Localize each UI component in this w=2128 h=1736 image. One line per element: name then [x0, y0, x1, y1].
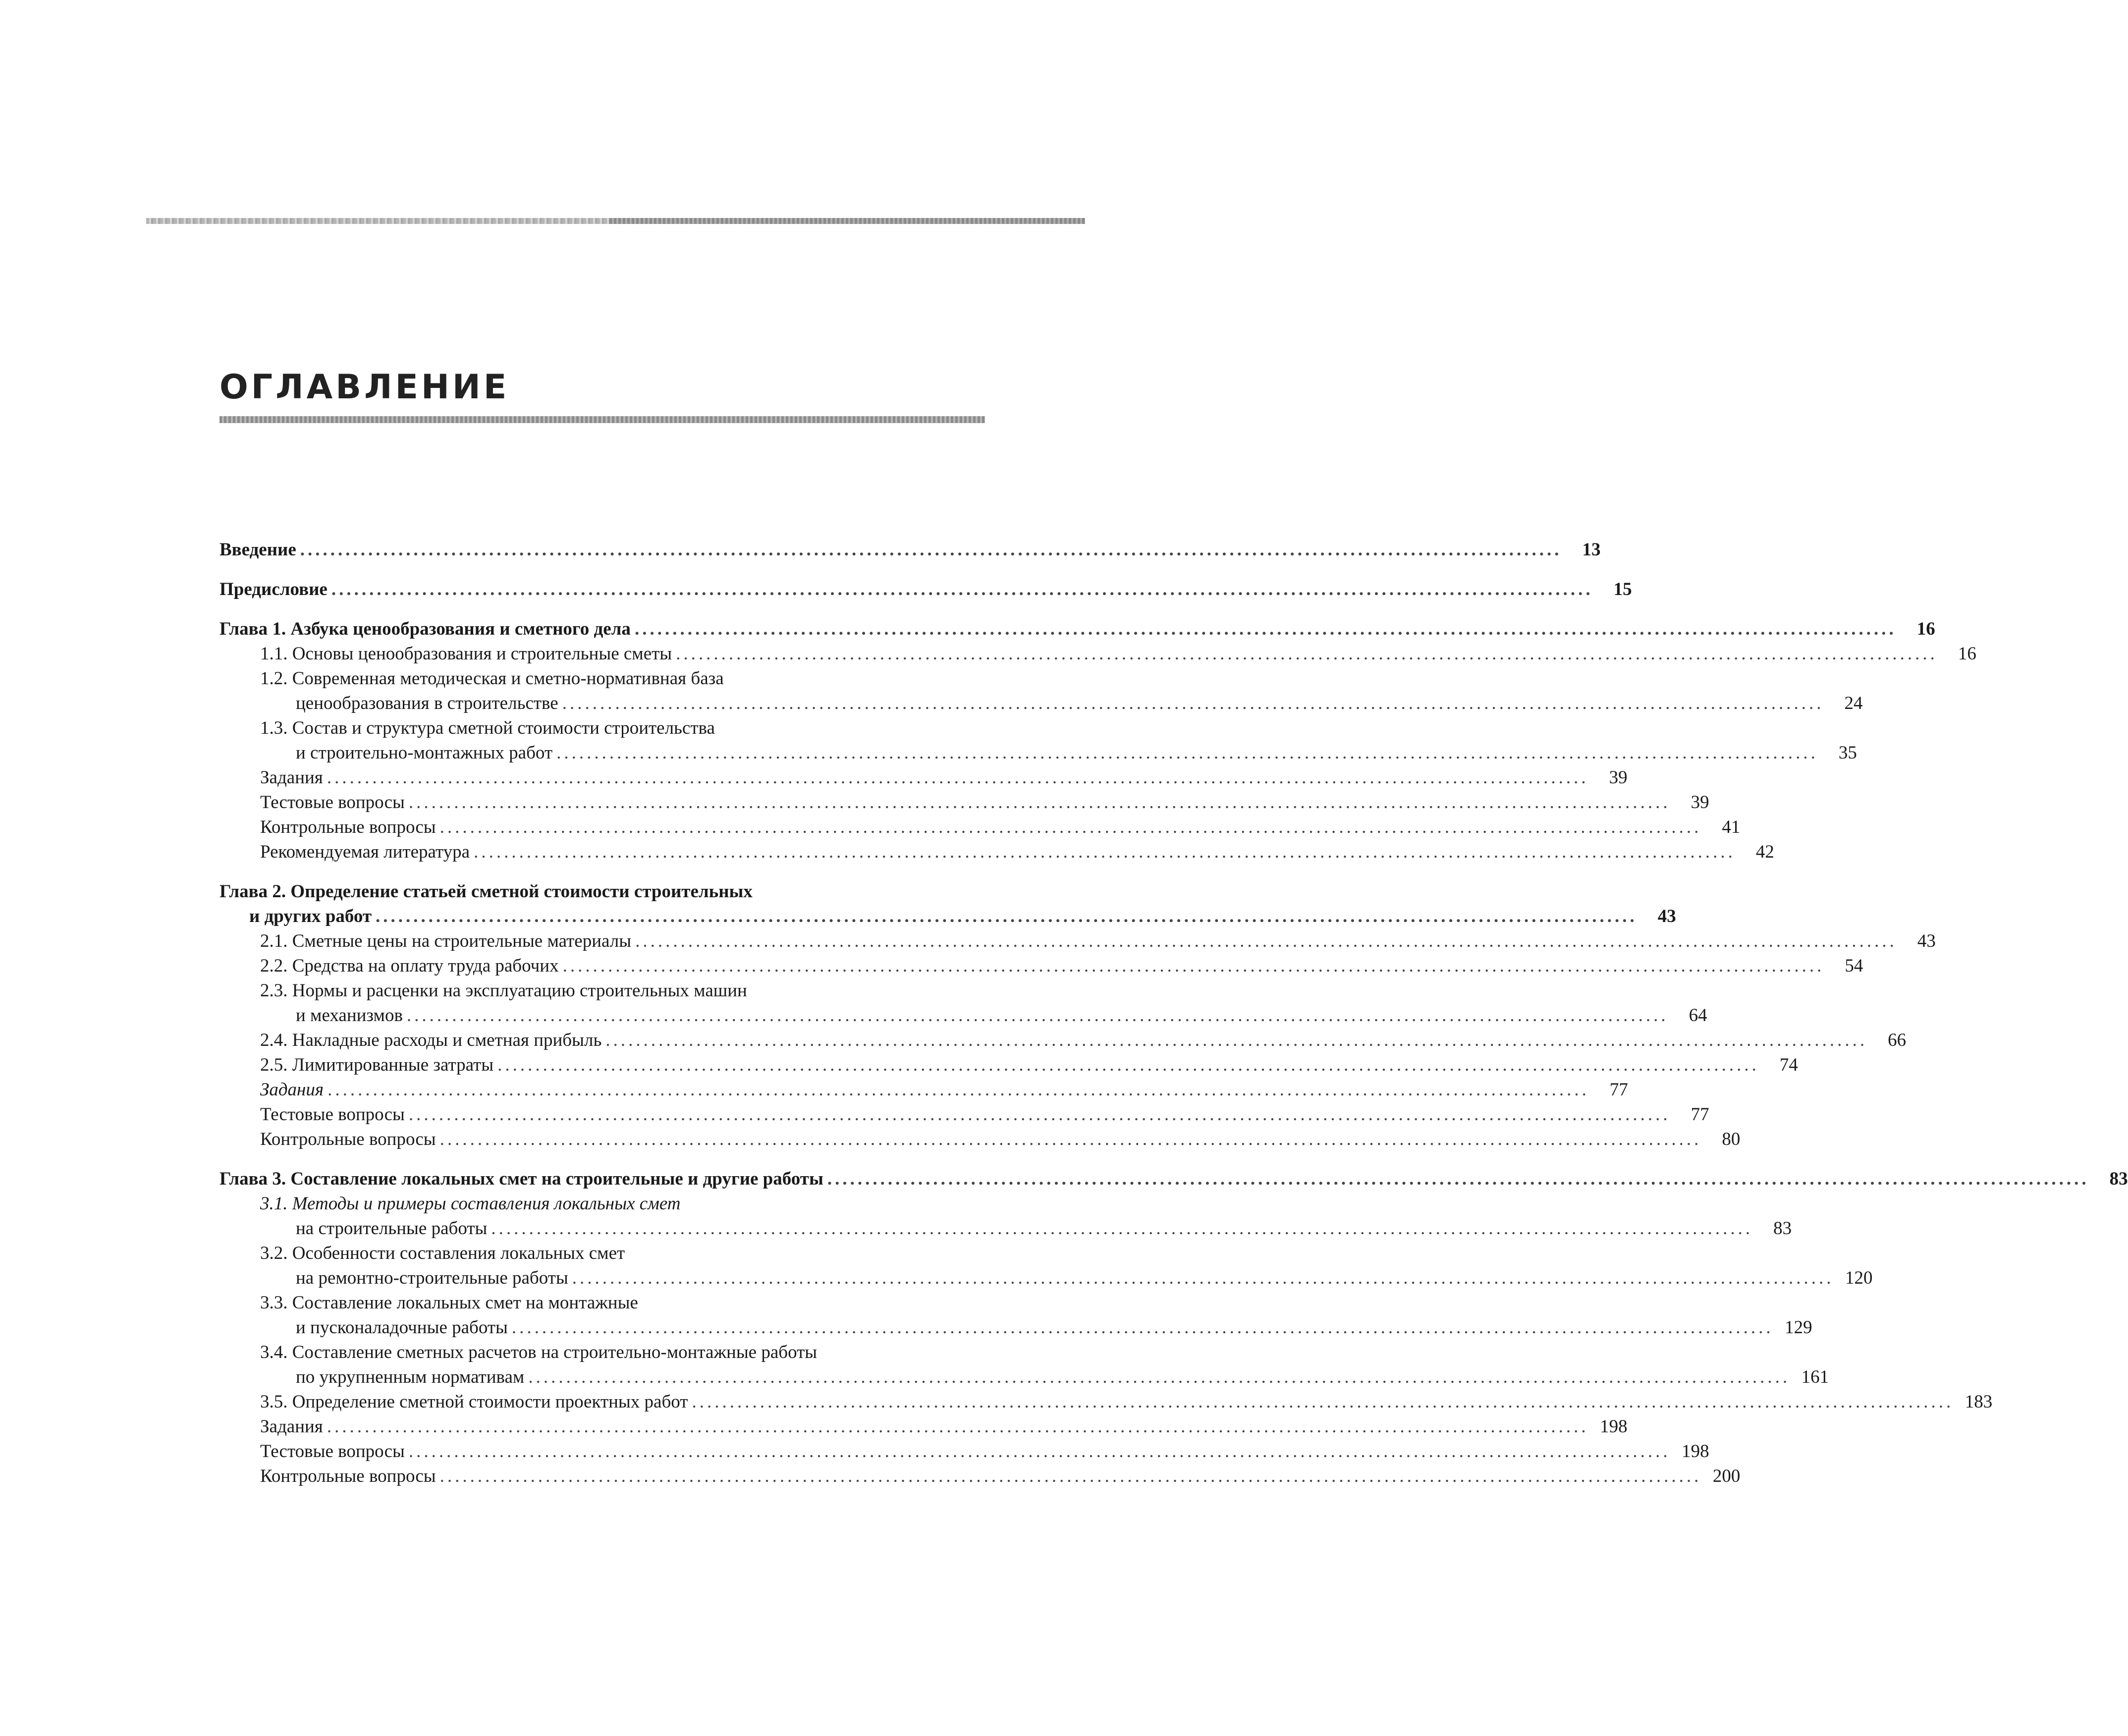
- toc-page-number: 198: [1600, 1416, 1628, 1437]
- leader-dots: .......................................................................................................................................................................: [327, 1416, 1589, 1437]
- leader-dots: .......................................................................................................................................................................: [562, 693, 1824, 713]
- toc-page-number: 16: [1958, 644, 1976, 664]
- toc-page-number: 54: [1845, 956, 1863, 976]
- toc-entry-label: Задания: [260, 767, 323, 788]
- toc-entry-label: и пусконаладочные работы: [296, 1317, 508, 1338]
- toc-entry-3-tests[interactable]: [219, 1439, 1709, 1464]
- toc-page-number: 161: [1801, 1367, 1829, 1387]
- toc-entry-label: Контрольные вопросы: [260, 817, 436, 837]
- toc-entry-label: 1.1. Основы ценообразования и строительные сметы: [260, 644, 672, 664]
- toc-entry-label: 2.2. Средства на оплату труда рабочих: [260, 956, 559, 976]
- toc-page-number: 39: [1691, 792, 1709, 813]
- toc-entry-first-line: 3.4. Составление сметных расчетов на строительно-монтажные работы: [260, 1342, 818, 1362]
- toc-entry-3-2[interactable]: [219, 1241, 1873, 1291]
- leader-dots: .......................................................................................................................................................................: [511, 1317, 1774, 1338]
- toc-entry-label: Контрольные вопросы: [260, 1129, 436, 1149]
- toc-entry-first-line: Глава 2. Определение статьей сметной стоимости строительных: [219, 881, 753, 902]
- toc-entry-chapter-2[interactable]: [219, 879, 1676, 929]
- toc-entry-preface[interactable]: [219, 577, 1632, 602]
- leader-dots: .......................................................................................................................................................................: [572, 1268, 1834, 1288]
- leader-dots: .......................................................................................................................................................................: [497, 1055, 1759, 1075]
- leader-dots: .......................................................................................................................................................................: [692, 1392, 1954, 1412]
- leader-dots: .......................................................................................................................................................................: [634, 619, 1897, 639]
- leader-dots: .......................................................................................................................................................................: [408, 1104, 1671, 1125]
- toc-entry-first-line: 1.3. Состав и структура сметной стоимости строительства: [260, 718, 715, 738]
- toc-entry-first-line: 3.1. Методы и примеры составления локальных смет: [260, 1194, 681, 1214]
- toc-page-number: 64: [1689, 1005, 1707, 1026]
- toc-entry-2-control[interactable]: [219, 1127, 1741, 1152]
- leader-dots: .......................................................................................................................................................................: [327, 767, 1589, 788]
- toc-entry-2-3[interactable]: [219, 978, 1707, 1028]
- toc-entry-label: Глава 1. Азбука ценообразования и сметного дела: [219, 619, 631, 639]
- leader-dots: .......................................................................................................................................................................: [474, 842, 1736, 862]
- leader-dots: .......................................................................................................................................................................: [408, 792, 1671, 813]
- toc-entry-label: по укрупненным нормативам: [296, 1367, 525, 1387]
- toc-entry-1-3[interactable]: [219, 716, 1857, 765]
- toc-entry-label: и строительно-монтажных работ: [296, 743, 553, 763]
- toc-page-number: 80: [1722, 1129, 1741, 1149]
- toc-page-number: 198: [1682, 1441, 1709, 1462]
- toc-entry-2-tests[interactable]: [219, 1102, 1709, 1127]
- leader-dots: .......................................................................................................................................................................: [528, 1367, 1791, 1387]
- toc-page-number: 41: [1722, 817, 1741, 837]
- toc-entry-first-line: 1.2. Современная методическая и сметно-нормативная база: [260, 668, 724, 689]
- leader-dots: .......................................................................................................................................................................: [491, 1218, 1753, 1239]
- toc-page-number: 43: [1657, 906, 1676, 926]
- toc-page-number: 83: [1773, 1218, 1792, 1239]
- leader-dots: .......................................................................................................................................................................: [408, 1441, 1671, 1462]
- toc-entry-first-line: 2.3. Нормы и расценки на эксплуатацию строительных машин: [260, 980, 747, 1001]
- toc-entry-label: Введение: [219, 540, 296, 560]
- leader-dots: .......................................................................................................................................................................: [439, 1466, 1702, 1486]
- page-title: ОГЛАВЛЕНИЕ: [219, 368, 510, 407]
- toc-page-number: 183: [1964, 1392, 1993, 1412]
- toc-block-chapter-3: [219, 1167, 2128, 1489]
- leader-dots: .......................................................................................................................................................................: [556, 743, 1818, 763]
- toc-entry-label: Рекомендуемая литература: [260, 842, 470, 862]
- toc-page-number: 66: [1888, 1030, 1907, 1050]
- toc-entry-chapter-3[interactable]: [219, 1167, 2128, 1192]
- toc-entry-label: и механизмов: [296, 1005, 403, 1026]
- leader-dots: .......................................................................................................................................................................: [562, 956, 1825, 976]
- toc-entry-3-1[interactable]: [219, 1192, 1792, 1241]
- toc-page-number: 74: [1779, 1055, 1798, 1075]
- toc-page-number: 200: [1712, 1466, 1741, 1486]
- toc-page-number: 77: [1609, 1080, 1628, 1100]
- toc-entry-2-2[interactable]: [219, 954, 1863, 978]
- toc-page-number: 43: [1917, 931, 1936, 951]
- toc-entry-intro[interactable]: [219, 538, 1601, 562]
- toc-entry-first-line: 3.2. Особенности составления локальных смет: [260, 1243, 625, 1263]
- toc-entry-label: 2.5. Лимитированные затраты: [260, 1055, 494, 1075]
- leader-dots: .......................................................................................................................................................................: [827, 1169, 2089, 1189]
- toc-entry-first-line: 3.3. Составление локальных смет на монтажные: [260, 1293, 638, 1313]
- leader-dots: .......................................................................................................................................................................: [439, 817, 1702, 837]
- toc-entry-2-1[interactable]: [219, 929, 1936, 954]
- toc-entry-label: Глава 3. Составление локальных смет на строительные и другие работы: [219, 1169, 823, 1189]
- toc-page-number: 16: [1916, 619, 1935, 639]
- toc-block-chapter-2: [219, 879, 1936, 1152]
- leader-dots: .......................................................................................................................................................................: [300, 540, 1562, 560]
- toc-entry-3-control[interactable]: [219, 1464, 1741, 1489]
- toc-entry-label: Тестовые вопросы: [260, 792, 405, 813]
- toc-entry-3-4[interactable]: [219, 1340, 1829, 1390]
- toc-entry-chapter-1[interactable]: [219, 617, 1935, 642]
- top-decorative-rule: [146, 218, 1085, 224]
- leader-dots: .......................................................................................................................................................................: [327, 1080, 1589, 1100]
- leader-dots: .......................................................................................................................................................................: [605, 1030, 1868, 1050]
- leader-dots: .......................................................................................................................................................................: [376, 906, 1637, 926]
- toc-block-chapter-1: [219, 617, 1976, 865]
- toc-entry-label: 2.1. Сметные цены на строительные материалы: [260, 931, 632, 951]
- toc-entry-label: 2.4. Накладные расходы и сметная прибыль: [260, 1030, 602, 1050]
- toc-entry-label: на строительные работы: [296, 1218, 488, 1239]
- toc-entry-2-tasks[interactable]: [219, 1078, 1628, 1102]
- toc-entry-3-5[interactable]: [219, 1390, 1993, 1414]
- toc-entry-3-tasks[interactable]: [219, 1414, 1628, 1439]
- toc-entry-2-5[interactable]: [219, 1053, 1798, 1078]
- toc-entry-label: Тестовые вопросы: [260, 1104, 405, 1125]
- toc-entry-1-tests[interactable]: [219, 790, 1709, 815]
- toc-entry-label: Контрольные вопросы: [260, 1466, 436, 1486]
- toc-entry-1-control[interactable]: [219, 815, 1741, 840]
- toc-entry-2-4[interactable]: [219, 1028, 1907, 1053]
- leader-dots: .......................................................................................................................................................................: [331, 579, 1593, 599]
- toc-page-number: 83: [2109, 1169, 2128, 1189]
- toc-page-number: 129: [1785, 1317, 1812, 1338]
- leader-dots: .......................................................................................................................................................................: [635, 931, 1897, 951]
- table-of-contents: [219, 538, 2128, 1489]
- title-rule: [219, 416, 985, 423]
- toc-entry-label: и других работ: [249, 906, 372, 926]
- toc-entry-label: Тестовые вопросы: [260, 1441, 405, 1462]
- toc-entry-label: Задания: [260, 1080, 324, 1100]
- toc-entry-label: Предисловие: [219, 579, 327, 599]
- toc-block-intro: [219, 538, 1601, 562]
- toc-entry-1-1[interactable]: [219, 642, 1976, 666]
- toc-page-number: 13: [1582, 540, 1601, 560]
- toc-block-preface: [219, 577, 1632, 602]
- toc-page-number: 42: [1755, 842, 1774, 862]
- toc-page-number: 15: [1613, 579, 1632, 599]
- toc-page-number: 77: [1691, 1104, 1709, 1125]
- toc-entry-1-tasks[interactable]: [219, 765, 1628, 790]
- toc-entry-label: Задания: [260, 1416, 323, 1437]
- toc-entry-label: ценообразования в строительстве: [296, 693, 558, 713]
- toc-page-number: 39: [1609, 767, 1628, 788]
- toc-page-number: 120: [1845, 1268, 1873, 1288]
- toc-entry-3-3[interactable]: [219, 1291, 1812, 1340]
- toc-entry-label: на ремонтно-строительные работы: [296, 1268, 568, 1288]
- toc-page-number: 24: [1844, 693, 1863, 713]
- toc-entry-1-literature[interactable]: [219, 840, 1774, 865]
- leader-dots: .......................................................................................................................................................................: [439, 1129, 1702, 1149]
- toc-entry-1-2[interactable]: [219, 666, 1863, 716]
- leader-dots: .......................................................................................................................................................................: [406, 1005, 1669, 1026]
- toc-entry-label: 3.5. Определение сметной стоимости проектных работ: [260, 1392, 688, 1412]
- toc-page-number: 35: [1838, 743, 1857, 763]
- leader-dots: .......................................................................................................................................................................: [676, 644, 1938, 664]
